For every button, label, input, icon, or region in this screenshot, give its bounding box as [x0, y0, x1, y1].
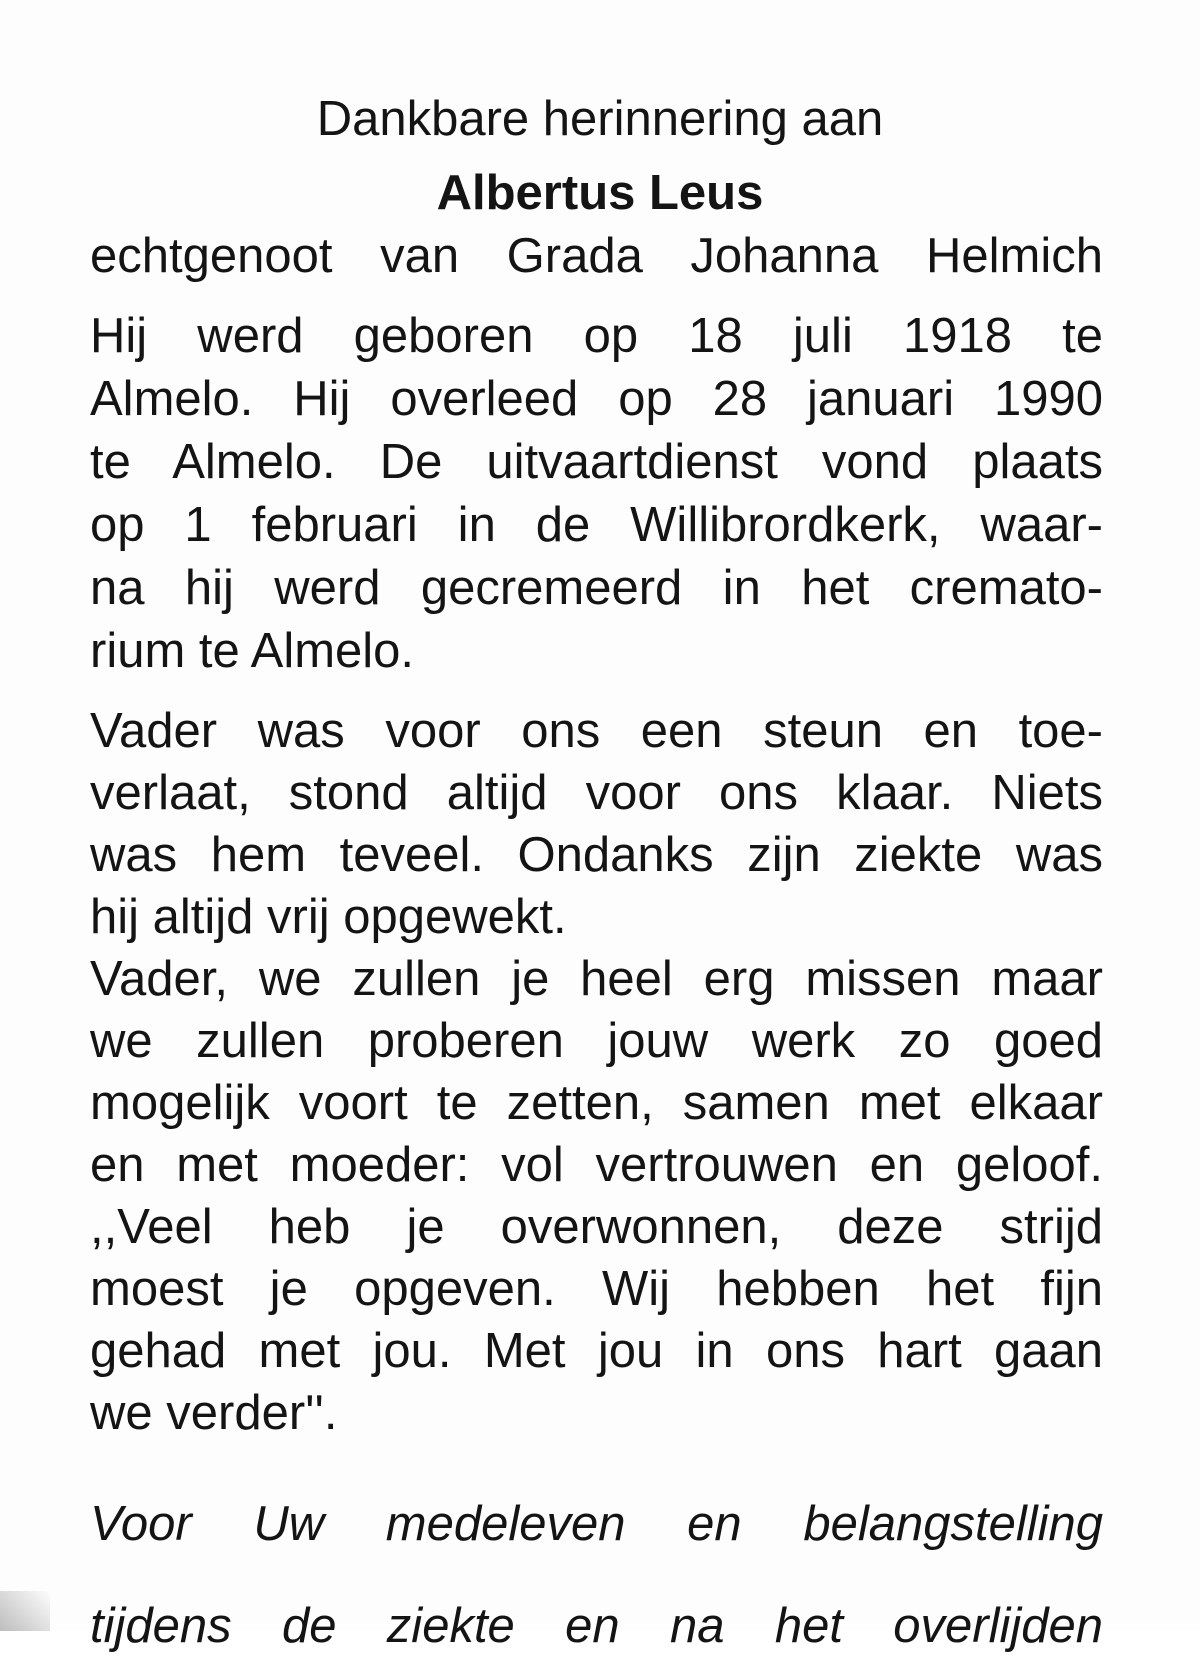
biography-line: op 1 februari in de Willibrordkerk, waar-	[90, 498, 1103, 552]
deceased-name: Albertus Leus	[436, 166, 764, 220]
quote-line: gehad met jou. Met jou in ons hart gaan	[90, 1324, 1103, 1378]
tribute-line: Vader was voor ons een steun en toe-	[90, 704, 1103, 758]
tribute-line: verlaat, stond altijd voor ons klaar. Niets	[90, 766, 1103, 820]
quote-line: moest je opgeven. Wij hebben het fijn	[90, 1262, 1103, 1316]
biography-line: te Almelo. De uitvaartdienst vond plaats	[90, 435, 1103, 489]
spouse-line: echtgenoot van Grada Johanna Helmich	[90, 229, 1103, 283]
tribute-line: en met moeder: vol vertrouwen en geloof.	[90, 1138, 1103, 1192]
thanks-line: Voor Uw medeleven en belangstelling	[90, 1497, 1103, 1551]
tribute-line: we zullen proberen jouw werk zo goed	[90, 1014, 1103, 1068]
quote-line: ,,Veel heb je overwonnen, deze strijd	[90, 1200, 1103, 1254]
biography-line: na hij werd gecremeerd in het cremato-	[90, 561, 1103, 615]
heading: Dankbare herinnering aan	[316, 92, 884, 146]
thanks-line-cut: tijdens de ziekte en na het overlijden	[90, 1599, 1103, 1653]
tribute-line: Vader, we zullen je heel erg missen maar	[90, 952, 1103, 1006]
biography-line: Almelo. Hij overleed op 28 januari 1990	[90, 372, 1103, 426]
tribute-line: hij altijd vrij opgewekt.	[90, 890, 567, 944]
tribute-line: was hem teveel. Ondanks zijn ziekte was	[90, 828, 1103, 882]
card-edge-shadow	[0, 1591, 50, 1631]
quote-line: we verder''.	[90, 1386, 338, 1440]
biography-line: Hij werd geboren op 18 juli 1918 te	[90, 309, 1103, 363]
biography-line: rium te Almelo.	[90, 624, 415, 678]
tribute-line: mogelijk voort te zetten, samen met elkaar	[90, 1076, 1103, 1130]
